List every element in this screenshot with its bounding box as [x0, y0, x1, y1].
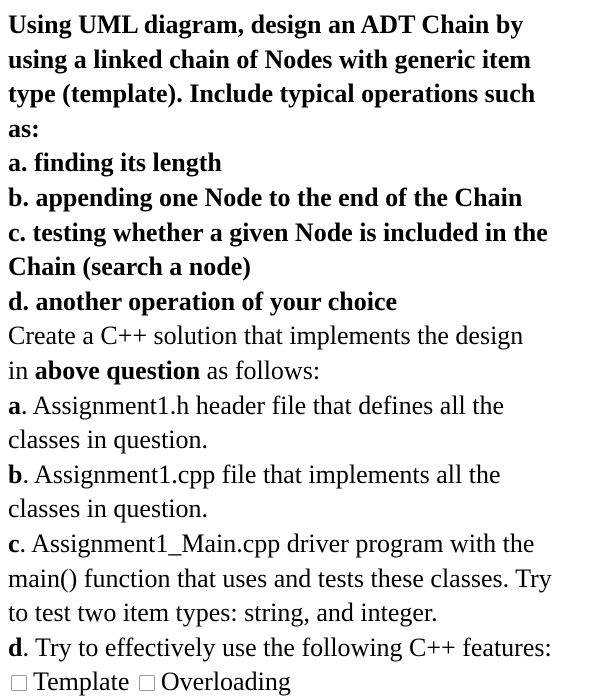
deliverable-c-continued: main() function that uses and tests these classes. Try: [8, 563, 552, 593]
solution-intro: Create a C++ solution that implements the design: [8, 321, 524, 351]
deliverable-b-marker: b: [8, 459, 23, 489]
operation-c: c. testing whether a given Node is included in the: [8, 217, 548, 247]
solution-intro-emphasis: above question: [34, 355, 201, 385]
deliverable-c-text: . Assignment1_Main.cpp driver program with the: [19, 528, 535, 558]
deliverable-a-marker: a: [8, 390, 21, 420]
operation-a: a. finding its length: [8, 148, 222, 178]
solution-block: [8, 319, 616, 700]
deliverable-c-marker: c: [8, 528, 20, 558]
deliverable-b-continued: classes in question.: [8, 494, 209, 524]
deliverable-d-marker: d: [8, 632, 23, 662]
deliverable-c: [8, 527, 616, 562]
deliverable-c-continued: to test two item types: string, and integer.: [8, 598, 438, 628]
solution-intro-post: as follows:: [200, 355, 321, 385]
feature-overloading-label: Overloading: [160, 667, 291, 697]
question-line: using a linked chain of Nodes with generic item: [8, 44, 531, 74]
question-block: [8, 8, 616, 319]
deliverable-a: [8, 389, 616, 424]
overloading-checkbox[interactable]: [139, 675, 155, 691]
operation-c-continued: Chain (search a node): [8, 252, 251, 282]
operation-b: b. appending one Node to the end of the Chain: [8, 182, 523, 212]
feature-list: [8, 665, 616, 700]
solution-intro-pre: in: [8, 355, 35, 385]
question-line: type (template). Include typical operations such: [8, 79, 536, 109]
question-line: as:: [8, 113, 40, 143]
question-line: Using UML diagram, design an ADT Chain by: [8, 10, 524, 39]
template-checkbox[interactable]: [11, 675, 27, 691]
deliverable-a-text: . Assignment1.h header file that defines all the: [21, 390, 505, 420]
deliverable-b-text: . Assignment1.cpp file that implements all the: [22, 459, 501, 489]
operation-d: d. another operation of your choice: [8, 286, 398, 316]
deliverable-d: [8, 631, 616, 666]
deliverable-b: [8, 458, 616, 493]
solution-intro-continued: [8, 354, 616, 389]
deliverable-d-text: . Try to effectively use the following C++ features:: [22, 632, 552, 662]
deliverable-a-continued: classes in question.: [8, 425, 209, 455]
feature-template-label: Template: [33, 667, 130, 697]
